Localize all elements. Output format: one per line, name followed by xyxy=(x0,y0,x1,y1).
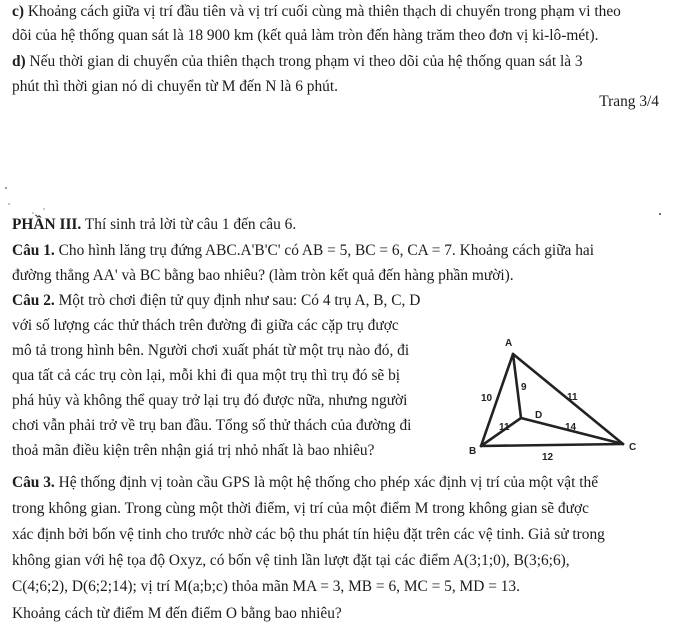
question-2-line-1: Câu 2. Một trò chơi điện tử quy định như sau: Có 4 trụ A, B, C, D xyxy=(12,292,421,309)
item-d-line-2: phút thì thời gian nó di chuyển từ M đến N là 6 phút. xyxy=(12,78,338,95)
edge-bd-weight: 11 xyxy=(499,422,510,433)
edge-b-c xyxy=(481,444,623,446)
edge-ab-weight: 10 xyxy=(481,393,493,404)
question-1-label: Câu 1. xyxy=(12,242,55,259)
question-2-line-6: chơi vẫn phải trở về trụ ban đầu. Tổng số thử thách của đường đi xyxy=(12,417,412,434)
question-2-line-4: qua tất cả các trụ còn lại, mỗi khi đi qua một trụ thì trụ đó sẽ bị xyxy=(12,367,401,384)
question-2-line-2: với số lượng các thử thách trên đường đi giữa các cặp trụ được xyxy=(12,317,399,334)
vertex-c-label: C xyxy=(629,442,637,453)
page-number: Trang 3/4 xyxy=(599,93,659,110)
question-3-label: Câu 3. xyxy=(12,474,55,491)
section-heading xyxy=(12,215,296,235)
question-1-line-2: đường thẳng AA' và BC bằng bao nhiêu? (làm tròn kết quả đến hàng phần mười). xyxy=(12,267,514,284)
item-c-line-2: dõi của hệ thống quan sát là 18 900 km (kết quả làm tròn đến hàng trăm theo đơn vị ki-lô-mét). xyxy=(12,27,599,44)
vertex-a-label: A xyxy=(505,338,513,349)
page-three-fragment xyxy=(0,0,677,190)
item-d-label: d) xyxy=(12,53,26,70)
question-2-line-3: mô tả trong hình bên. Người chơi xuất phát từ một trụ nào đó, đi xyxy=(12,342,410,359)
question-2-label: Câu 2. xyxy=(12,292,55,309)
edge-dc-weight: 14 xyxy=(565,422,577,433)
section-instruction: Thí sinh trả lời từ câu 1 đến câu 6. xyxy=(84,216,297,233)
vertex-b-label: B xyxy=(469,446,477,457)
item-d-line-1: d) Nếu thời gian di chuyển của thiên thạch trong phạm vi theo dõi của hệ thống quan sát là 3 xyxy=(12,53,583,70)
section-title: PHẦN III. xyxy=(12,216,82,233)
item-c-line-1: c) Khoảng cách giữa vị trí đầu tiên và vị trí cuối cùng mà thiên thạch di chuyển trong phạm vi theo xyxy=(12,3,621,20)
question-2-line-7: thoả mãn điều kiện trên nhận giá trị nhỏ nhất là bao nhiêu? xyxy=(12,442,375,459)
question-3-line-4: không gian với hệ tọa độ Oxyz, có bốn vệ tinh lần lượt đặt tại các điểm A(3;1;0), B(3;6;6), xyxy=(12,552,570,569)
question-3-line-6: Khoảng cách từ điểm M đến điểm O bằng bao nhiêu? xyxy=(12,605,342,622)
vertex-d-label: D xyxy=(535,410,543,421)
question-3-line-1: Câu 3. Hệ thống định vị toàn cầu GPS là một hệ thống cho phép xác định vị trí của một vật thể xyxy=(12,474,599,491)
question-3-line-2: trong không gian. Trong cùng một thời điểm, vị trí của một điểm M trong không gian sẽ được xyxy=(12,500,589,517)
question-3-line-3: xác định bởi bốn vệ tinh cho trước nhờ các bộ thu phát tín hiệu đặt trên các vệ tinh. Giả sử trong xyxy=(12,526,605,543)
edge-ad-weight: 9 xyxy=(521,382,527,393)
graph-figure xyxy=(463,336,663,466)
question-2-line-5: phá hủy và không thể quay trở lại trụ đó được nữa, nhưng người xyxy=(12,392,408,409)
question-3-line-5: C(4;6;2), D(6;2;14); vị trí M(a;b;c) thỏa mãn MA = 3, MB = 6, MC = 5, MD = 13. xyxy=(12,578,520,595)
edge-bc-weight: 12 xyxy=(542,452,554,463)
question-1-line-1: Câu 1. Cho hình lăng trụ đứng ABC.A'B'C' có AB = 5, BC = 6, CA = 7. Khoảng cách giữa hai xyxy=(12,242,595,259)
item-c-label: c) xyxy=(12,3,24,20)
edge-a-d xyxy=(513,354,521,418)
edge-ac-weight: 11 xyxy=(567,392,578,403)
